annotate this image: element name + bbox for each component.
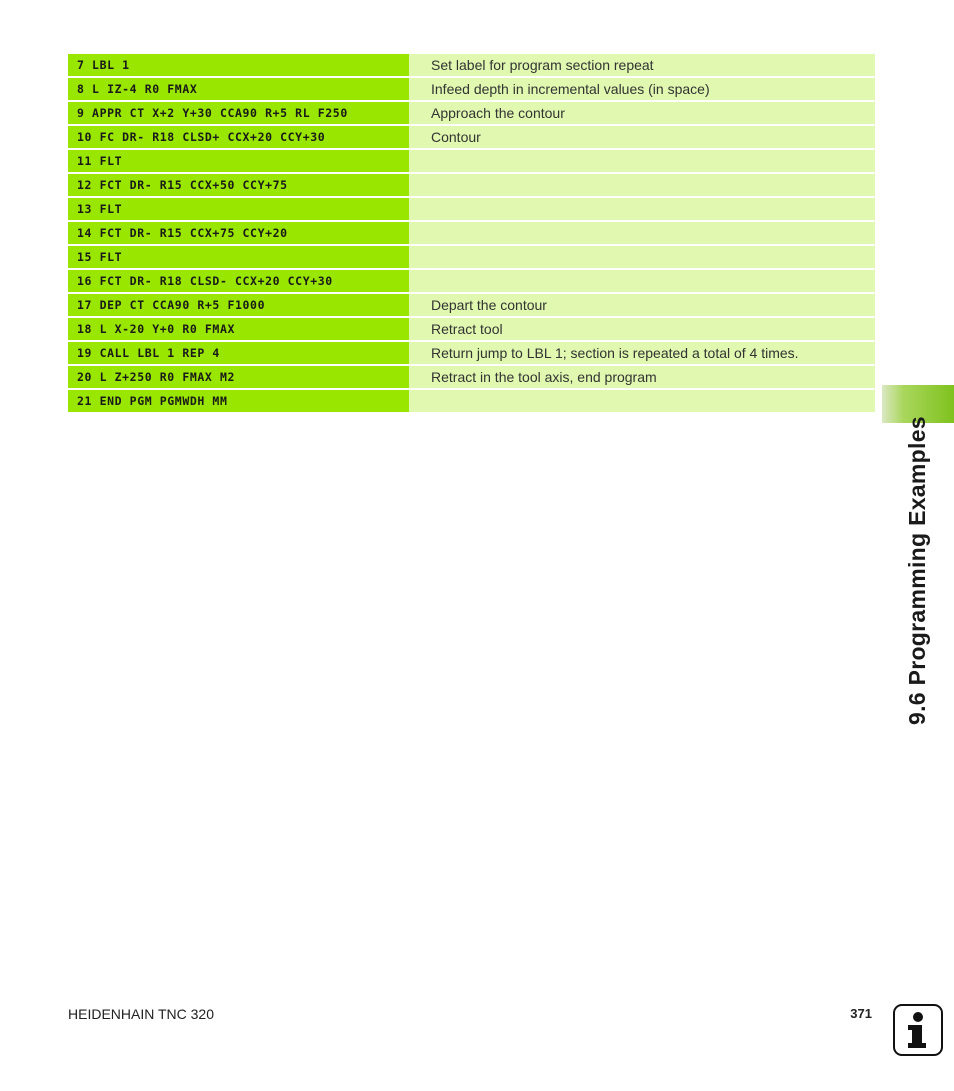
table-row — [68, 222, 875, 244]
nc-block-comment — [409, 270, 875, 292]
table-row — [68, 102, 875, 124]
nc-block-code: 17 DEP CT CCA90 R+5 F1000 — [68, 294, 409, 316]
nc-block-code: 7 LBL 1 — [68, 54, 409, 76]
nc-block-code: 15 FLT — [68, 246, 409, 268]
nc-block-code: 14 FCT DR- R15 CCX+75 CCY+20 — [68, 222, 409, 244]
nc-block-code: 10 FC DR- R18 CLSD+ CCX+20 CCY+30 — [68, 126, 409, 148]
table-row — [68, 174, 875, 196]
nc-block-comment — [409, 174, 875, 196]
nc-block-comment — [409, 246, 875, 268]
nc-block-comment — [409, 150, 875, 172]
section-title: 9.6 Programming Examples — [904, 416, 930, 725]
table-row — [68, 54, 875, 76]
info-glyph — [895, 1006, 940, 1053]
nc-block-code: 21 END PGM PGMWDH MM — [68, 390, 409, 412]
nc-block-comment: Retract in the tool axis, end program — [409, 366, 875, 388]
nc-block-comment: Return jump to LBL 1; section is repeated a total of 4 times. — [409, 342, 875, 364]
nc-block-code: 8 L IZ-4 R0 FMAX — [68, 78, 409, 100]
nc-block-comment — [409, 222, 875, 244]
nc-block-comment: Set label for program section repeat — [409, 54, 875, 76]
nc-block-code: 9 APPR CT X+2 Y+30 CCA90 R+5 RL F250 — [68, 102, 409, 124]
nc-block-comment: Infeed depth in incremental values (in space) — [409, 78, 875, 100]
table-row — [68, 366, 875, 388]
table-row — [68, 318, 875, 340]
table-row — [68, 294, 875, 316]
info-icon — [893, 1004, 943, 1056]
nc-block-comment: Contour — [409, 126, 875, 148]
nc-block-code: 11 FLT — [68, 150, 409, 172]
nc-block-comment — [409, 390, 875, 412]
table-row — [68, 270, 875, 292]
table-row — [68, 390, 875, 412]
table-row — [68, 342, 875, 364]
nc-block-code: 20 L Z+250 R0 FMAX M2 — [68, 366, 409, 388]
table-row — [68, 198, 875, 220]
nc-block-code: 18 L X-20 Y+0 R0 FMAX — [68, 318, 409, 340]
footer-product-name: HEIDENHAIN TNC 320 — [68, 1006, 215, 1022]
table-row — [68, 126, 875, 148]
nc-block-comment — [409, 198, 875, 220]
nc-block-comment: Depart the contour — [409, 294, 875, 316]
nc-block-code: 13 FLT — [68, 198, 409, 220]
nc-block-code: 12 FCT DR- R15 CCX+50 CCY+75 — [68, 174, 409, 196]
table-row — [68, 150, 875, 172]
nc-block-code: 16 FCT DR- R18 CLSD- CCX+20 CCY+30 — [68, 270, 409, 292]
nc-block-comment: Retract tool — [409, 318, 875, 340]
table-row — [68, 246, 875, 268]
nc-block-comment: Approach the contour — [409, 102, 875, 124]
program-table — [68, 54, 875, 414]
page-number: 371 — [850, 1006, 872, 1021]
nc-block-code: 19 CALL LBL 1 REP 4 — [68, 342, 409, 364]
table-row — [68, 78, 875, 100]
